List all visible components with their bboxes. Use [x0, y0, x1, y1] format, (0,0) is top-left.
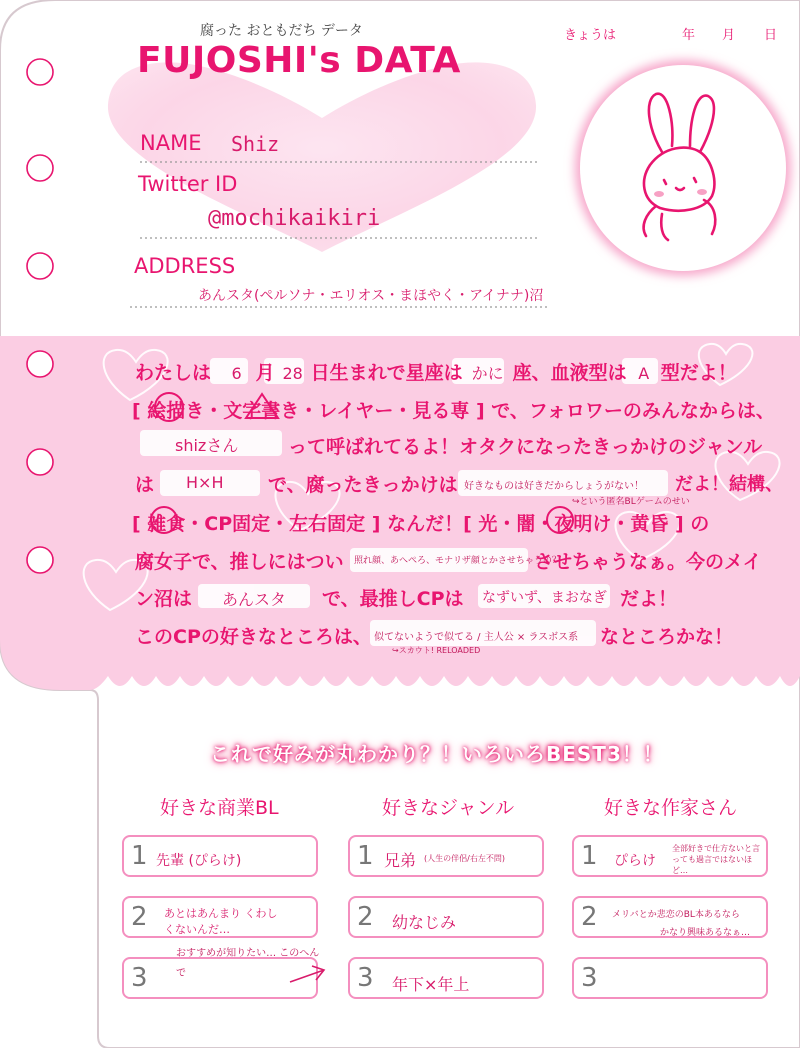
- cp-good-point-note: ↪スカウト! RELOADED: [392, 646, 481, 655]
- intro-line-1: [135, 358, 737, 385]
- rank-number: 3: [131, 963, 148, 993]
- intro-line-6b: させちゃうなぁ。今のメイ: [534, 551, 762, 573]
- intro-line-7a: ン沼は: [135, 588, 193, 610]
- intro-line-6a: 腐女子で、推しにはつい: [135, 551, 344, 573]
- binder-hole: [27, 547, 53, 573]
- best-item: 先輩 (ぴらけ): [156, 853, 242, 869]
- page-title: FUJOSHI's DATA: [137, 40, 461, 81]
- best3-heading: これで好みが丸わかり？！いろいろBEST3！！: [210, 742, 664, 766]
- intro-line-3: って呼ばれてるよ！オタクになったきっかけのジャンル: [288, 436, 763, 458]
- rank-number: 1: [357, 841, 374, 871]
- rank-number: 1: [131, 841, 148, 871]
- nickname: shizさん: [175, 436, 239, 455]
- binder-hole: [27, 449, 53, 475]
- best-item-note: (人生の伴侶/右左不問): [424, 854, 505, 863]
- text: 日生まれで星座は: [310, 362, 463, 384]
- avatar-circle: [580, 65, 786, 271]
- column-title-commercial-bl: 好きな商業BL: [160, 797, 279, 819]
- name-value: Shiz: [231, 132, 280, 156]
- twitter-value: @mochikaikiri: [208, 206, 381, 231]
- oshi-expression: 照れ顔、あへぺろ、モナリザ顔とかさせちゃうの？: [354, 556, 561, 566]
- intro-line-2: [ 絵描き・文字書き・レイヤー・見る専 ] で、フォロワーのみんなからは、: [132, 400, 775, 422]
- best-item: メリバとか悲恋のBL本あるなら: [612, 910, 740, 920]
- intro-line-4a: は: [135, 474, 155, 496]
- binder-hole: [27, 351, 53, 377]
- binder-hole: [27, 253, 53, 279]
- year-label: 年: [682, 28, 696, 43]
- birth-day: 28: [282, 364, 303, 383]
- month-label: 月: [722, 28, 736, 43]
- intro-line-8b: なところかな！: [600, 626, 734, 648]
- main-swamp: あんスタ: [222, 590, 287, 609]
- rank-number: 3: [357, 963, 374, 993]
- rank-number: 2: [357, 902, 374, 932]
- address-label: ADDRESS: [134, 254, 236, 278]
- best-item-note: おすすめが知りたい… このへんで: [176, 948, 320, 979]
- fujo-reason-note: ↪という匿名BLゲームのせい: [572, 497, 690, 507]
- name-label: NAME: [140, 131, 202, 155]
- rank-number: 3: [581, 963, 598, 993]
- intro-line-7b: で、最推しCPは: [322, 588, 464, 610]
- binder-hole: [27, 155, 53, 181]
- best-item: あとはあんまり くわしくないんだ…: [164, 907, 278, 936]
- best-item-note: かなり興味あるなぁ…: [660, 928, 751, 938]
- text: わたしは: [135, 362, 212, 384]
- date-label: きょうは: [564, 28, 617, 43]
- intro-line-7c: だよ！: [620, 588, 678, 610]
- address-value: あんスタ(ペルソナ・エリオス・まほやく・アイナナ)沼: [198, 288, 544, 304]
- text: 月: [255, 362, 275, 384]
- intro-line-8a: このCPの好きなところは、: [135, 626, 372, 648]
- page-subtitle: 腐った おともだち データ: [200, 23, 363, 39]
- intro-line-5: [ 雑食・CP固定・左右固定 ] なんだ！[ 光・闇・夜明け・黄昏 ] の: [132, 513, 710, 535]
- rank-number: 1: [581, 841, 598, 871]
- column-title-genre: 好きなジャンル: [382, 797, 515, 819]
- first-genre: H×H: [186, 473, 224, 492]
- star-sign: かに: [471, 364, 504, 383]
- twitter-label: Twitter ID: [138, 172, 238, 196]
- day-label: 日: [764, 28, 778, 43]
- best-item: 兄弟: [384, 851, 417, 870]
- fujo-reason: 好きなものは好きだからしょうがない！: [464, 481, 644, 492]
- blood-type: A: [638, 364, 650, 383]
- best-item: 年下×年上: [392, 975, 470, 994]
- text: 座、血液型は: [512, 362, 627, 384]
- rank-number: 2: [581, 902, 598, 932]
- rank-number: 2: [131, 902, 148, 932]
- favorite-cp: なずいず、まおなぎ: [482, 590, 607, 606]
- column-title-author: 好きな作家さん: [604, 797, 738, 819]
- best-item-note: 全部好きで仕方ないと言っても過言ではないほど…: [672, 844, 760, 875]
- best-item: ぴらけ: [614, 853, 656, 869]
- binder-hole: [27, 59, 53, 85]
- cp-good-point: 似てないようで似てる / 主人公 × ラスボス系: [374, 632, 579, 643]
- intro-line-4b: で、腐ったきっかけは: [268, 474, 458, 496]
- text: 型だよ！: [660, 362, 737, 384]
- best-item: 幼なじみ: [392, 913, 457, 932]
- intro-line-4c: だよ！結構、: [675, 474, 783, 495]
- birth-month: 6: [231, 364, 242, 383]
